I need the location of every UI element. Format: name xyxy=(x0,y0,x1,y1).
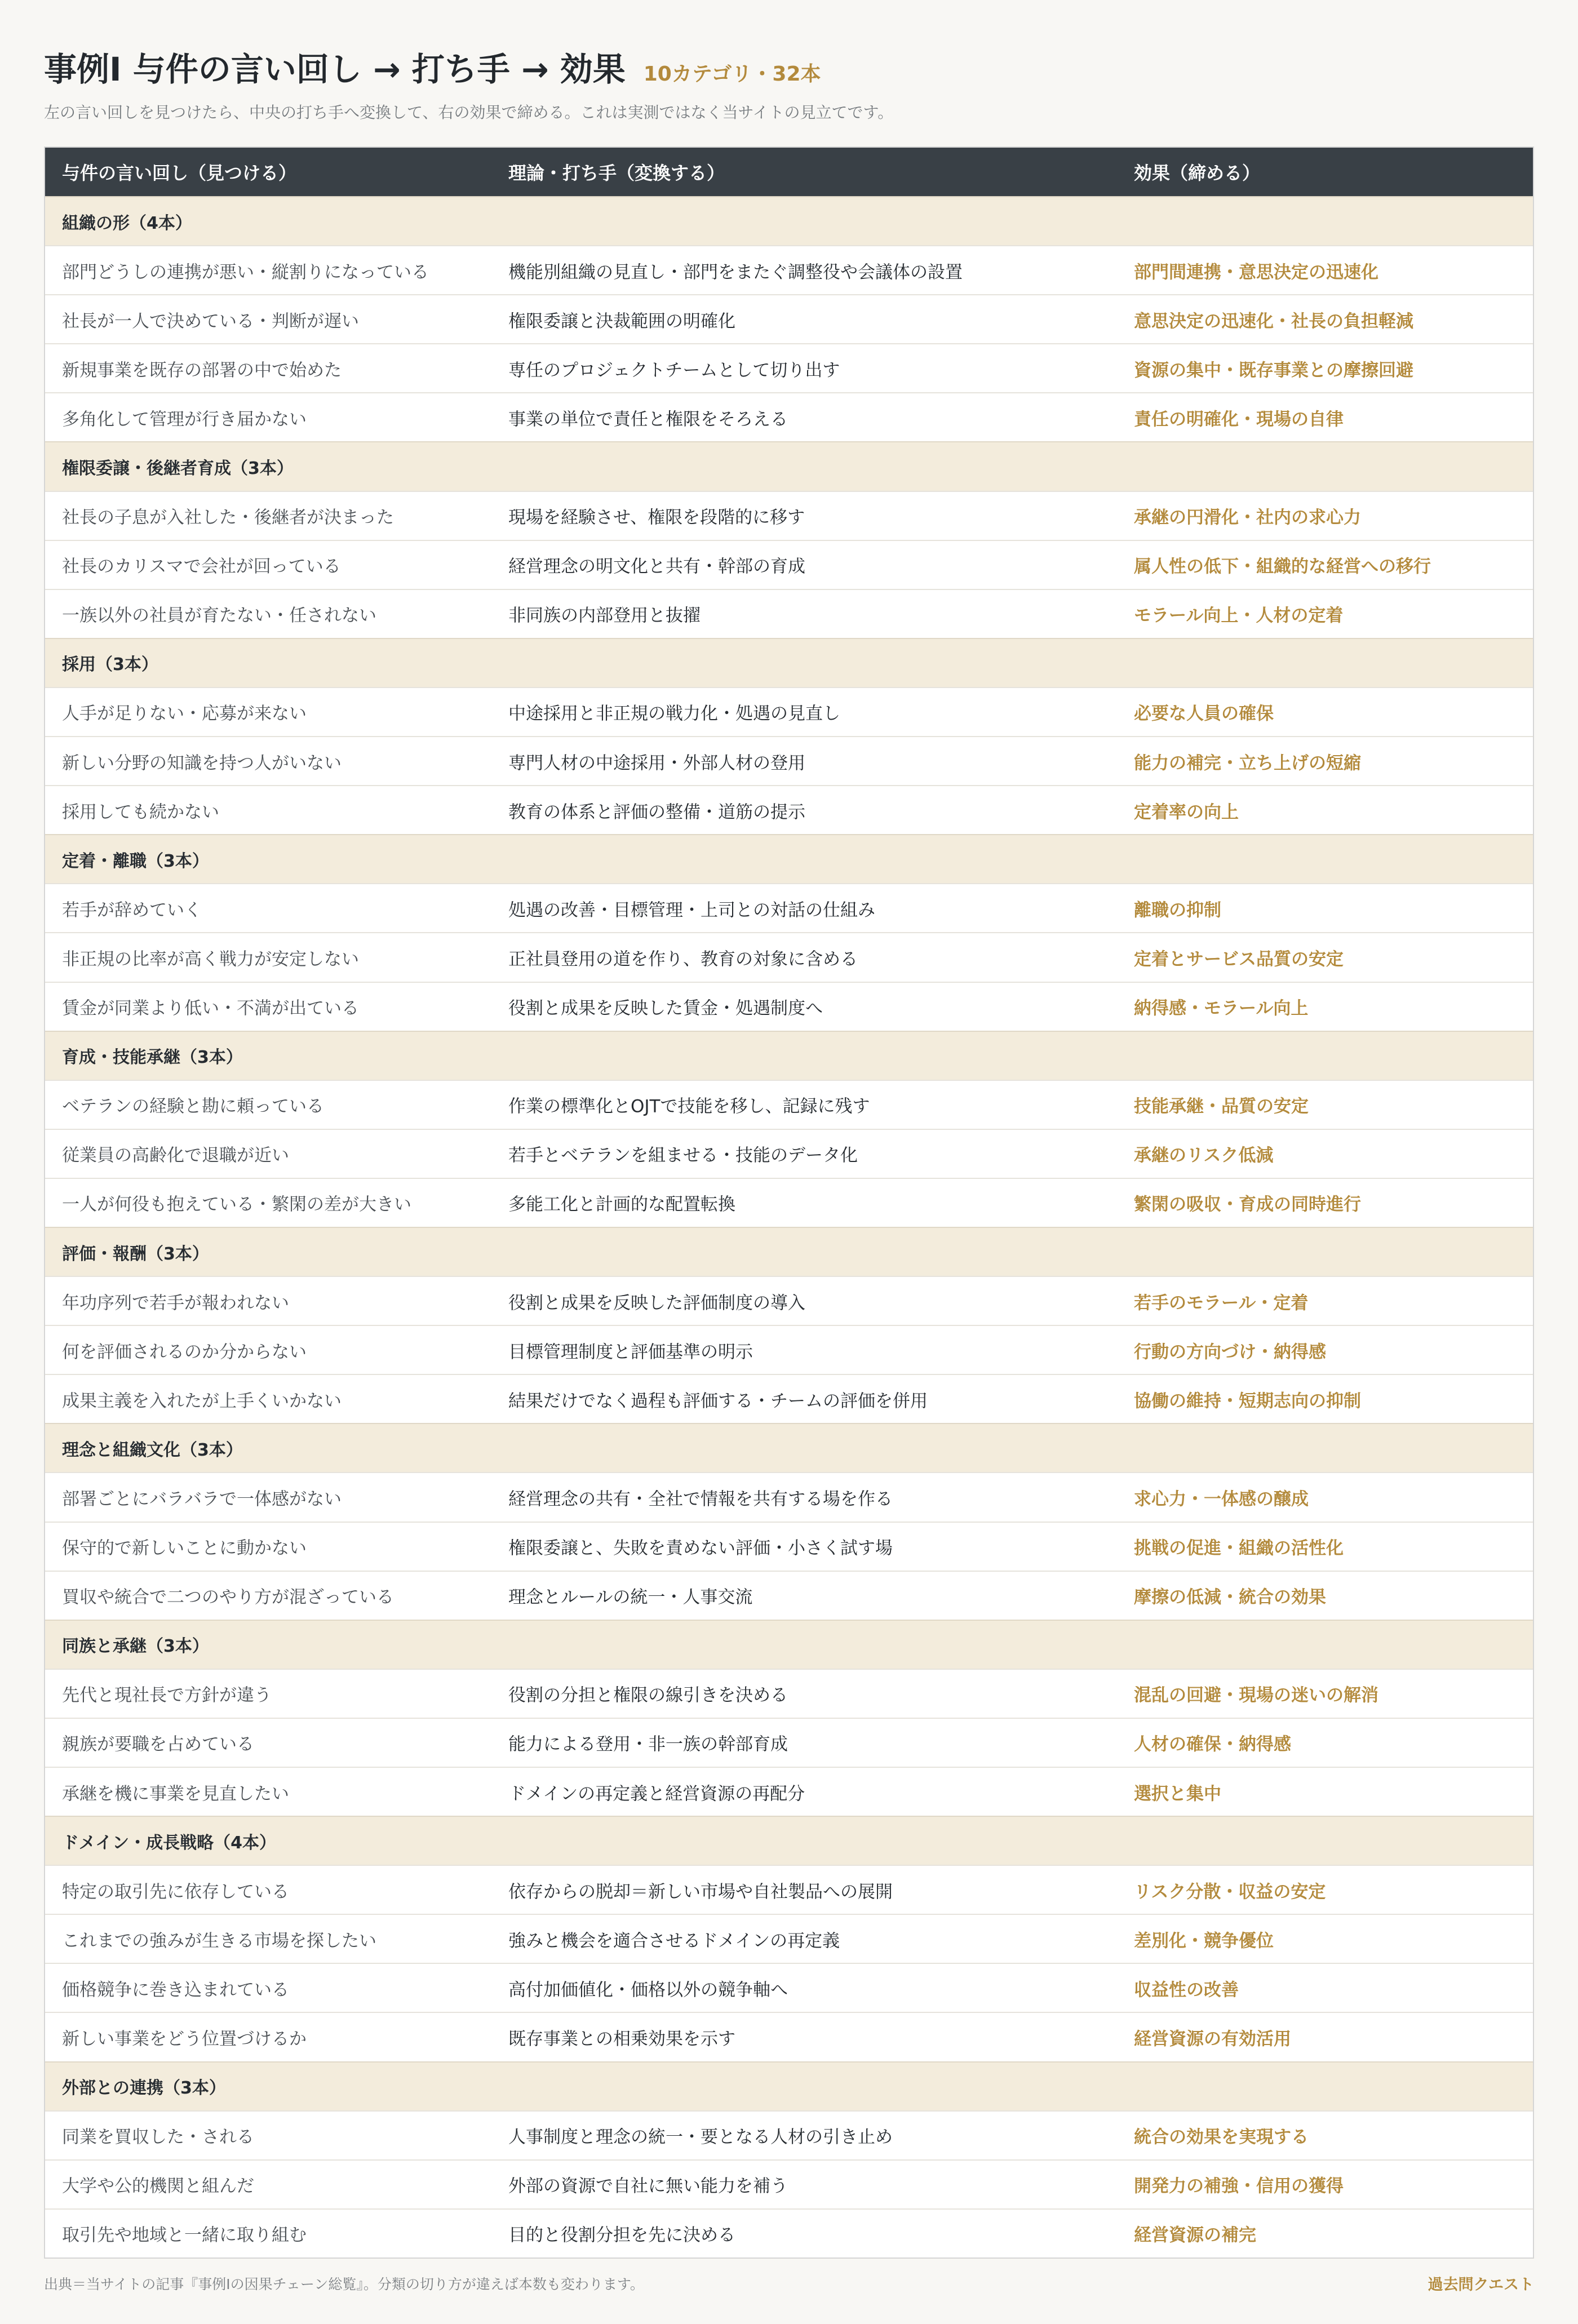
effect-cell: 承継の円滑化・社内の求心力 xyxy=(1134,507,1361,528)
category-row xyxy=(45,1423,1533,1472)
effect-cell: 統合の効果を実現する xyxy=(1134,2127,1309,2148)
action-cell: 能力による登用・非一族の幹部育成 xyxy=(508,1734,788,1755)
category-row xyxy=(45,441,1533,490)
category-label: 育成・技能承継（3本） xyxy=(62,1048,243,1068)
effect-cell: モラール向上・人材の定着 xyxy=(1134,605,1344,626)
action-cell: ドメインの再定義と経営資源の再配分 xyxy=(508,1784,805,1804)
phrase-cell: 若手が辞めていく xyxy=(62,900,202,921)
action-cell: 多能工化と計画的な配置転換 xyxy=(508,1194,735,1215)
category-label: 採用（3本） xyxy=(62,655,158,675)
column-header-phrase: 与件の言い回し（見つける） xyxy=(62,162,297,184)
page-header xyxy=(44,43,1534,94)
action-cell: 権限委譲と、失敗を責めない評価・小さく試す場 xyxy=(508,1538,893,1559)
table-header xyxy=(45,148,1533,196)
phrase-cell: 採用しても続かない xyxy=(62,802,219,823)
table-row xyxy=(45,1178,1533,1227)
category-row xyxy=(45,1816,1533,1865)
column-header-effect: 効果（締める） xyxy=(1134,162,1261,184)
effect-cell: 挑戦の促進・組織の活性化 xyxy=(1134,1538,1344,1559)
action-cell: 処遇の改善・目標管理・上司との対話の仕組み xyxy=(508,900,875,921)
category-label: ドメイン・成長戦略（4本） xyxy=(62,1833,276,1853)
action-cell: 依存からの脱却＝新しい市場や自社製品への展開 xyxy=(508,1882,893,1902)
effect-cell: 求心力・一体感の醸成 xyxy=(1134,1489,1309,1510)
table-row xyxy=(45,2208,1533,2258)
action-cell: 機能別組織の見直し・部門をまたぐ調整役や会議体の設置 xyxy=(508,262,963,283)
table-row xyxy=(45,982,1533,1031)
effect-cell: 収益性の改善 xyxy=(1134,1980,1239,2001)
effect-cell: 資源の集中・既存事業との摩擦回避 xyxy=(1134,360,1413,381)
phrase-cell: 多角化して管理が行き届かない xyxy=(62,409,307,430)
category-row xyxy=(45,1620,1533,1669)
category-label: 組織の形（4本） xyxy=(62,213,192,233)
category-label: 同族と承継（3本） xyxy=(62,1636,209,1657)
phrase-cell: 人手が足りない・応募が来ない xyxy=(62,703,307,724)
phrase-cell: 承継を機に事業を見直したい xyxy=(62,1784,289,1804)
phrase-cell: 価格競争に巻き込まれている xyxy=(62,1980,289,2001)
action-cell: 教育の体系と評価の整備・道筋の提示 xyxy=(508,802,805,823)
table-row xyxy=(45,736,1533,785)
effect-cell: 混乱の回避・現場の迷いの解消 xyxy=(1134,1685,1378,1706)
phrase-cell: 何を評価されるのか分からない xyxy=(62,1342,307,1363)
action-cell: 目的と役割分担を先に決める xyxy=(508,2225,735,2246)
table-row xyxy=(45,883,1533,932)
phrase-cell: 新しい事業をどう位置づけるか xyxy=(62,2029,307,2050)
phrase-cell: 取引先や地域と一緒に取り組む xyxy=(62,2225,307,2246)
table-row xyxy=(45,491,1533,540)
phrase-cell: 部門どうしの連携が悪い・縦割りになっている xyxy=(62,262,429,283)
phrase-cell: 社長の子息が入社した・後継者が決まった xyxy=(62,507,394,528)
category-row xyxy=(45,638,1533,687)
table-row xyxy=(45,687,1533,736)
phrase-cell: 一族以外の社員が育たない・任されない xyxy=(62,605,376,626)
action-cell: 理念とルールの統一・人事交流 xyxy=(508,1587,753,1608)
effect-cell: 経営資源の有効活用 xyxy=(1134,2029,1291,2050)
phrase-cell: 新しい分野の知識を持つ人がいない xyxy=(62,753,342,774)
table-row xyxy=(45,392,1533,441)
effect-cell: 選択と集中 xyxy=(1134,1784,1221,1804)
table-row xyxy=(45,1718,1533,1767)
category-label: 定着・離職（3本） xyxy=(62,851,209,871)
effect-cell: 意思決定の迅速化・社長の負担軽減 xyxy=(1134,311,1413,332)
phrase-cell: 年功序列で若手が報われない xyxy=(62,1293,289,1314)
effect-cell: 定着とサービス品質の安定 xyxy=(1134,949,1344,970)
effect-cell: 摩擦の低減・統合の効果 xyxy=(1134,1587,1326,1608)
effect-cell: 技能承継・品質の安定 xyxy=(1134,1096,1309,1117)
effect-cell: 能力の補完・立ち上げの短縮 xyxy=(1134,753,1361,774)
count-badge: 10カテゴリ・32本 xyxy=(643,63,821,86)
column-header-action: 理論・打ち手（変換する） xyxy=(508,162,725,184)
action-cell: 正社員登用の道を作り、教育の対象に含める xyxy=(508,949,858,970)
page-subtitle: 左の言い回しを見つけたら、中央の打ち手へ変換して、右の効果で締める。これは実測ではなく当サイトの見立てです。 xyxy=(44,103,894,122)
phrase-cell: 一人が何役も抱えている・繁閑の差が大きい xyxy=(62,1194,411,1215)
effect-cell: リスク分散・収益の安定 xyxy=(1134,1882,1326,1902)
phrase-cell: これまでの強みが生きる市場を探したい xyxy=(62,1931,376,1952)
action-cell: 外部の資源で自社に無い能力を補う xyxy=(508,2176,788,2197)
effect-cell: 属人性の低下・組織的な経営への移行 xyxy=(1134,556,1431,577)
action-cell: 経営理念の共有・全社で情報を共有する場を作る xyxy=(508,1489,893,1510)
phrase-cell: 新規事業を既存の部署の中で始めた xyxy=(62,360,342,381)
category-row xyxy=(45,196,1533,245)
table-row xyxy=(45,1129,1533,1178)
phrase-cell: 先代と現社長で方針が違う xyxy=(62,1685,272,1706)
table-row xyxy=(45,2110,1533,2159)
category-row xyxy=(45,1031,1533,1080)
table-row xyxy=(45,1276,1533,1325)
table-row xyxy=(45,589,1533,638)
effect-cell: 開発力の補強・信用の獲得 xyxy=(1134,2176,1344,2197)
phrase-cell: 非正規の比率が高く戦力が安定しない xyxy=(62,949,359,970)
table-row xyxy=(45,1522,1533,1571)
phrase-cell: 社長が一人で決めている・判断が遅い xyxy=(62,311,359,332)
effect-cell: 責任の明確化・現場の自律 xyxy=(1134,409,1344,430)
phrase-cell: 保守的で新しいことに動かない xyxy=(62,1538,307,1559)
action-cell: 権限委譲と決裁範囲の明確化 xyxy=(508,311,735,332)
action-cell: 結果だけでなく過程も評価する・チームの評価を併用 xyxy=(508,1391,928,1412)
phrase-cell: 成果主義を入れたが上手くいかない xyxy=(62,1391,342,1412)
table-row xyxy=(45,1374,1533,1423)
table-row xyxy=(45,343,1533,392)
effect-cell: 承継のリスク低減 xyxy=(1134,1145,1274,1166)
action-cell: 専任のプロジェクトチームとして切り出す xyxy=(508,360,840,381)
effect-cell: 離職の抑制 xyxy=(1134,900,1221,921)
action-cell: 経営理念の明文化と共有・幹部の育成 xyxy=(508,556,805,577)
phrase-cell: 特定の取引先に依存している xyxy=(62,1882,289,1902)
action-cell: 若手とベテランを組ませる・技能のデータ化 xyxy=(508,1145,858,1166)
effect-cell: 行動の方向づけ・納得感 xyxy=(1134,1342,1326,1363)
action-cell: 中途採用と非正規の戦力化・処遇の見直し xyxy=(508,703,840,724)
action-cell: 非同族の内部登用と抜擢 xyxy=(508,605,701,626)
effect-cell: 繁閑の吸収・育成の同時進行 xyxy=(1134,1194,1361,1215)
effect-cell: 協働の維持・短期志向の抑制 xyxy=(1134,1391,1361,1412)
phrase-cell: 賃金が同業より低い・不満が出ている xyxy=(62,998,359,1019)
phrase-cell: 社長のカリスマで会社が回っている xyxy=(62,556,341,577)
table-row xyxy=(45,1325,1533,1374)
table-row xyxy=(45,1767,1533,1816)
phrase-cell: 親族が要職を占めている xyxy=(62,1734,254,1755)
category-label: 外部との連携（3本） xyxy=(62,2078,226,2099)
action-cell: 事業の単位で責任と権限をそろえる xyxy=(508,409,788,430)
phrase-cell: 部署ごとにバラバラで一体感がない xyxy=(62,1489,342,1510)
effect-cell: 部門間連携・意思決定の迅速化 xyxy=(1134,262,1378,283)
action-cell: 作業の標準化とOJTで技能を移し、記録に残す xyxy=(508,1096,870,1117)
effect-cell: 人材の確保・納得感 xyxy=(1134,1734,1291,1755)
action-cell: 既存事業との相乗効果を示す xyxy=(508,2029,735,2050)
table-row xyxy=(45,1963,1533,2012)
action-cell: 高付加価値化・価格以外の競争軸へ xyxy=(508,1980,788,2001)
category-label: 評価・報酬（3本） xyxy=(62,1244,209,1264)
action-cell: 目標管理制度と評価基準の明示 xyxy=(508,1342,753,1363)
phrase-cell: 従業員の高齢化で退職が近い xyxy=(62,1145,289,1166)
phrase-cell: 買収や統合で二つのやり方が混ざっている xyxy=(62,1587,394,1608)
source-note: 出典＝当サイトの記事『事例Ⅰの因果チェーン総覧』。分類の切り方が違えば本数も変わります。 xyxy=(44,2276,644,2292)
category-row xyxy=(45,834,1533,883)
action-cell: 現場を経験させ、権限を段階的に移す xyxy=(508,507,805,528)
phrase-cell: 大学や公的機関と組んだ xyxy=(62,2176,254,2197)
category-row xyxy=(45,1227,1533,1276)
table-body xyxy=(45,196,1533,2258)
causal-chain-table xyxy=(44,147,1534,2259)
effect-cell: 必要な人員の確保 xyxy=(1134,703,1274,724)
table-row xyxy=(45,1914,1533,1963)
table-row xyxy=(45,1080,1533,1129)
table-row xyxy=(45,1472,1533,1521)
effect-cell: 納得感・モラール向上 xyxy=(1134,998,1309,1019)
table-row xyxy=(45,1669,1533,1718)
table-row xyxy=(45,2159,1533,2208)
effect-cell: 経営資源の補完 xyxy=(1134,2225,1256,2246)
category-row xyxy=(45,2061,1533,2110)
phrase-cell: 同業を買収した・される xyxy=(62,2127,254,2148)
action-cell: 専門人材の中途採用・外部人材の登用 xyxy=(508,753,805,774)
table-row xyxy=(45,540,1533,589)
phrase-cell: ベテランの経験と勘に頼っている xyxy=(62,1096,324,1117)
effect-cell: 差別化・競争優位 xyxy=(1134,1931,1274,1952)
page-title: 事例Ⅰ 与件の言い回し → 打ち手 → 効果 xyxy=(44,50,626,88)
table-row xyxy=(45,294,1533,343)
action-cell: 役割と成果を反映した賃金・処遇制度へ xyxy=(508,998,823,1019)
action-cell: 役割の分担と権限の線引きを決める xyxy=(508,1685,788,1706)
table-row xyxy=(45,2012,1533,2061)
table-row xyxy=(45,1571,1533,1620)
effect-cell: 定着率の向上 xyxy=(1134,802,1239,823)
table-row xyxy=(45,932,1533,981)
effect-cell: 若手のモラール・定着 xyxy=(1134,1293,1309,1314)
category-label: 権限委譲・後継者育成（3本） xyxy=(62,459,294,479)
table-row xyxy=(45,245,1533,294)
table-row xyxy=(45,785,1533,834)
site-brand[interactable]: 過去問クエスト xyxy=(1428,2276,1534,2294)
table-row xyxy=(45,1865,1533,1914)
action-cell: 人事制度と理念の統一・要となる人材の引き止め xyxy=(508,2127,893,2148)
category-label: 理念と組織文化（3本） xyxy=(62,1440,243,1460)
action-cell: 役割と成果を反映した評価制度の導入 xyxy=(508,1293,805,1314)
action-cell: 強みと機会を適合させるドメインの再定義 xyxy=(508,1931,840,1952)
